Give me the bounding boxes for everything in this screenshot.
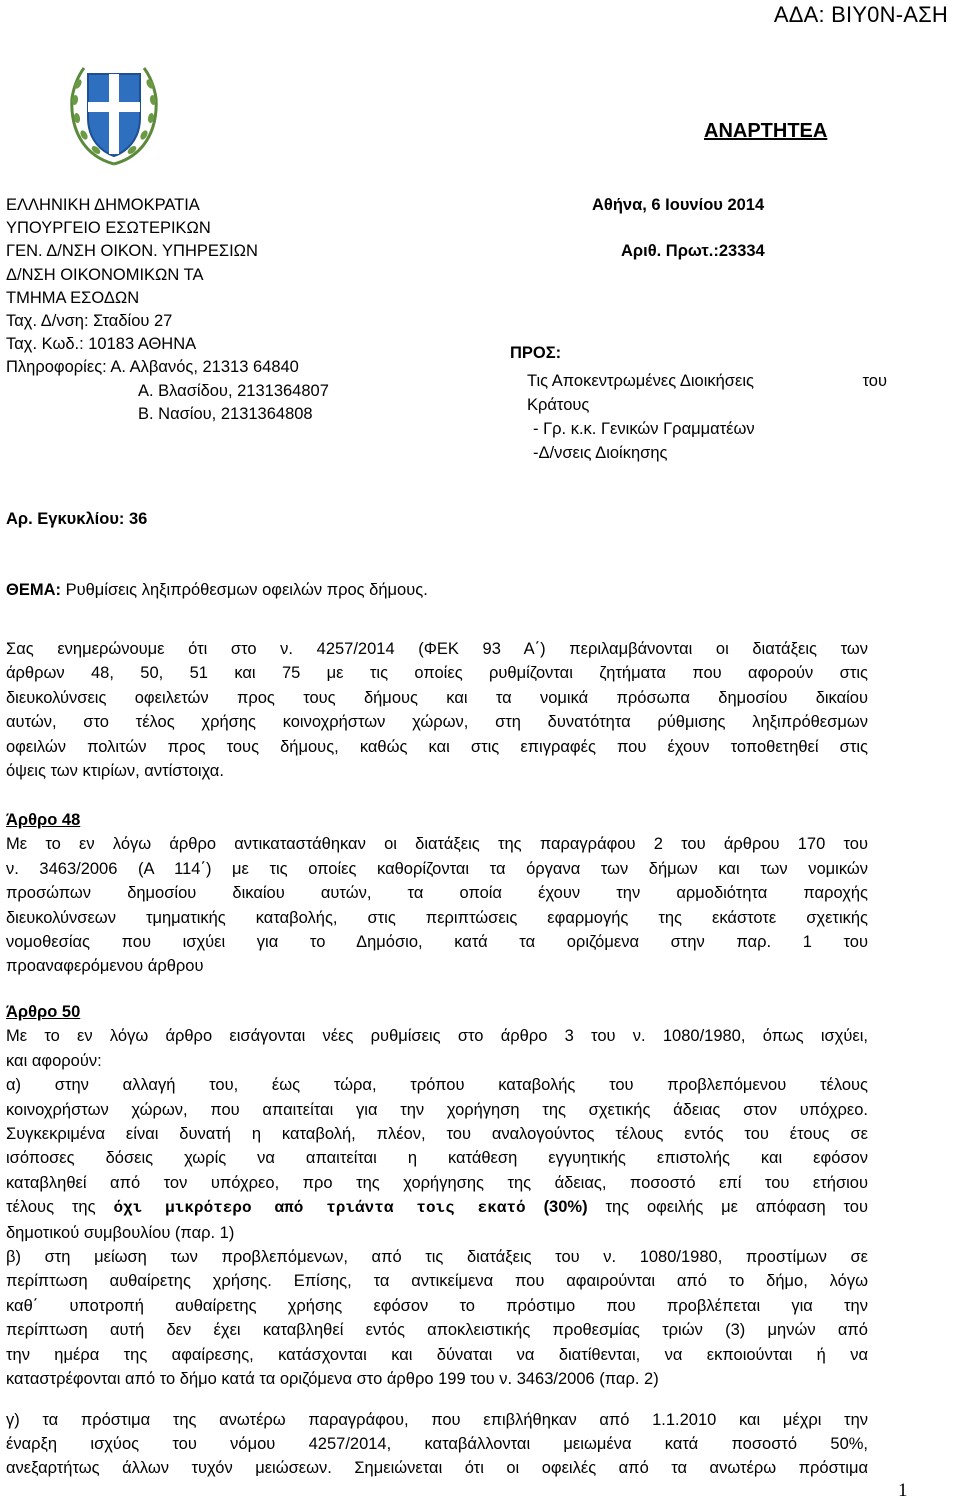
text-line: Με το εν λόγω άρθρο εισάγονται νέες ρυθμίσεις στο άρθρο 3 του ν. 1080/1980, όπως ισχύει,: [6, 1027, 868, 1046]
text-line: Συγκεκριμένα είναι δυνατή η καταβολή, πλέον, του αναλογούντος τέλους εντός του έτους σε: [6, 1125, 868, 1144]
sender-line: Β. Νασίου, 2131364808: [138, 404, 313, 423]
text-line: α) στην αλλαγή του, έως τώρα, τρόπου καταβολής του προβλεπόμενου τέλους: [6, 1076, 868, 1095]
unpublished-label: ΑΝΑΡΤΗΤΕΑ: [704, 120, 828, 142]
text-line: περίπτωση αυτή δεν έχει καταβληθεί εντός αποκλειστικής προθεσμίας τριών (3) μηνών από: [6, 1321, 868, 1340]
text-line: νομοθεσίας που ισχύει για το Δημόσιο, κατά τα οριζόμενα στην παρ. 1 του: [6, 933, 868, 952]
recipient-line: Κράτους: [527, 396, 590, 414]
sender-block: [6, 194, 329, 426]
text-line: οφειλών πολιτών προς τους δήμους, καθώς και στις επιγραφές που έχουν τοποθετηθεί στις: [6, 737, 868, 756]
text-line: προαναφερόμενου άρθρου: [6, 957, 204, 976]
text-line: διευκολύνσεις οφειλετών προς τους δήμους και τα νομικά πρόσωπα δημοσίου δικαίου: [6, 688, 868, 707]
subject-line: [6, 581, 428, 600]
text-line: δημοτικού συμβουλίου (παρ. 1): [6, 1223, 235, 1242]
paragraph-gap: [6, 1392, 868, 1408]
text-line: ισόποσες δόσεις χωρίς να απαιτείται η κατάθεση εγγυητικής επιστολής και εφόσον: [6, 1149, 868, 1168]
text-line: Σας ενημερώνουμε ότι στο ν. 4257/2014 (ΦΕΚ 93 Α΄) περιλαμβάνονται οι διατάξεις των: [6, 640, 868, 658]
recipient-text: του: [862, 372, 887, 390]
article-heading: Άρθρο 50: [6, 1003, 81, 1021]
text-segment: τέλους της: [6, 1198, 114, 1217]
page-number: 1: [898, 1480, 908, 1501]
recipient-text: Τις Αποκεντρωμένες Διοικήσεις: [527, 372, 754, 390]
article-50: [6, 1000, 868, 1481]
sender-line: ΓΕΝ. Δ/ΝΣΗ ΟΙΚΟΝ. ΥΠΗΡΕΣΙΩΝ: [6, 242, 258, 261]
text-line: καθ΄ υποτροπή αυθαίρετης χρήσης εφόσον το πρόστιμο που προβλέπεται για την: [6, 1296, 868, 1315]
text-line: άρθρων 48, 50, 51 και 75 με τις οποίες ρυθμίζονται ζητήματα που αφορούν στις: [6, 664, 868, 683]
circular-number: Αρ. Εγκυκλίου: 36: [6, 510, 148, 528]
to-label: ΠΡΟΣ:: [510, 344, 562, 362]
text-line: καταβληθεί από τον υπόχρεο, προ της χορήγησης της άδειας, ποσοστό επί του ετήσιου: [6, 1173, 868, 1192]
recipients-block: [527, 369, 887, 465]
text-line: ανεξαρτήτως άλλων τυχόν μειώσεων. Σημειώνεται ότι οι οφειλές από τα ανωτέρω πρόστιμα: [6, 1459, 868, 1478]
text-line: αυτών, στο τέλος χρήσης κοινοχρήστων χώρων, στη δυνατότητα ρύθμισης ληξιπρόθεσμων: [6, 713, 868, 732]
text-line: και αφορούν:: [6, 1051, 102, 1070]
subject-label: ΘΕΜΑ:: [6, 581, 61, 599]
recipient-line: - Γρ. κ.κ. Γενικών Γραμματέων: [533, 420, 755, 438]
text-line: περίπτωση αυθαίρετης χρήσης. Επίσης, τα αντικείμενα που αφαιρούνται από το δήμο, λόγω: [6, 1272, 868, 1291]
sender-line: ΥΠΟΥΡΓΕΙΟ ΕΣΩΤΕΡΙΚΩΝ: [6, 219, 211, 238]
text-line: ν. 3463/2006 (Α 114΄) με τις οποίες καθορίζονται τα όργανα των δήμων και των νομικών: [6, 859, 868, 878]
bold-emphasis: όχι μικρότερο από τριάντα τοις εκατό: [113, 1199, 526, 1218]
sender-line: Ταχ. Κωδ.: 10183 ΑΘΗΝΑ: [6, 335, 197, 354]
sender-line: ΤΜΗΜΑ ΕΣΟΔΩΝ: [6, 288, 140, 307]
sender-line: Α. Βλασίδου, 2131364807: [138, 381, 329, 400]
text-line: καταστρέφονται από το δήμο κατά τα οριζόμενα στο άρθρο 199 του ν. 3463/2006 (παρ. 2): [6, 1370, 659, 1389]
text-line: έναρξη ισχύος του νόμου 4257/2014, καταβάλλονται μειωμένα κατά ποσοστό 50%,: [6, 1434, 868, 1453]
text-segment: της οφειλής με απόφαση του: [587, 1198, 869, 1217]
subject-text: Ρυθμίσεις ληξιπρόθεσμων οφειλών προς δήμους.: [65, 581, 428, 599]
text-line: Με το εν λόγω άρθρο αντικαταστάθηκαν οι διατάξεις της παραγράφου 2 του άρθρου 170 του: [6, 835, 868, 854]
sender-line: Δ/ΝΣΗ ΟΙΚΟΝΟΜΙΚΩΝ ΤΑ: [6, 265, 204, 284]
recipient-line: -Δ/νσεις Διοίκησης: [533, 444, 668, 462]
article-48: [6, 808, 868, 979]
document-date: Αθήνα, 6 Ιουνίου 2014: [592, 196, 765, 214]
recipient-line: [527, 369, 887, 393]
coat-of-arms-icon: [66, 60, 162, 168]
text-line: την ημέρα της αφαίρεσης, κατάσχονται και δύναται να διατίθενται, να εκποιούνται ή να: [6, 1345, 868, 1364]
text-line: β) στη μείωση των προβλεπόμενων, από τις διατάξεις του ν. 1080/1980, προστίμων σε: [6, 1248, 868, 1267]
sender-line: Ταχ. Δ/νση: Σταδίου 27: [6, 312, 173, 331]
text-line: κοινοχρήστων χώρων, που απαιτείται για την χορήγηση της σχετικής άδειας στον υπόχρεο.: [6, 1100, 868, 1119]
sender-line: ΕΛΛΗΝΙΚΗ ΔΗΜΟΚΡΑΤΙΑ: [6, 196, 200, 214]
text-line: προσώπων δημοσίου δικαίου αυτών, τα οποία έχουν την αρμοδιότητα παροχής: [6, 884, 868, 903]
text-line: [6, 1195, 868, 1220]
sender-line: Πληροφορίες: Α. Αλβανός, 21313 64840: [6, 358, 299, 377]
article-heading: Άρθρο 48: [6, 811, 81, 829]
ada-code: ΑΔΑ: ΒΙΥ0Ν-ΑΣΗ: [773, 2, 948, 27]
protocol-number: Αριθ. Πρωτ.:23334: [621, 242, 765, 260]
bold-emphasis: (30%): [525, 1198, 588, 1217]
text-line: όψεις των κτιρίων, αντίστοιχα.: [6, 762, 224, 781]
text-line: διευκολύνσεων τμηματικής καταβολής, στις περιπτώσεις εφαρμογής της εκάστοτε σχετικής: [6, 908, 868, 927]
intro-paragraph: [6, 637, 868, 783]
text-line: γ) τα πρόστιμα της ανωτέρω παραγράφου, που επιβλήθηκαν από 1.1.2010 και μέχρι την: [6, 1410, 868, 1429]
